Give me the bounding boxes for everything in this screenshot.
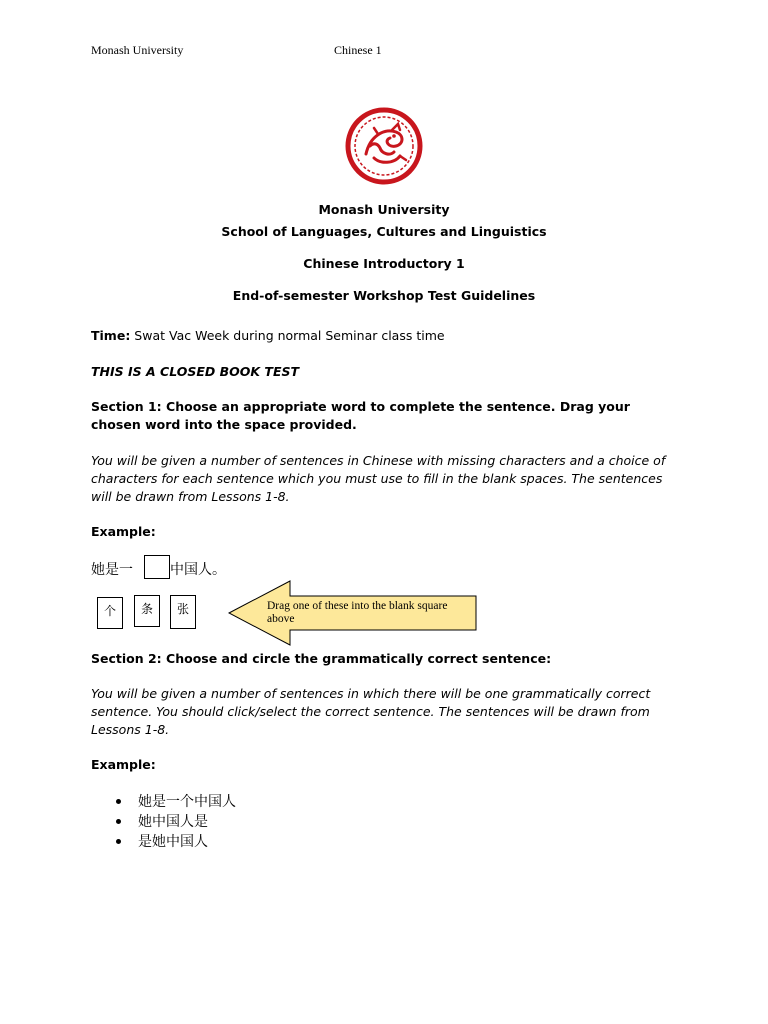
dragon-seal-logo	[344, 106, 424, 186]
bullet-icon	[116, 839, 121, 844]
arrow-note: Drag one of these into the blank square above	[267, 600, 448, 625]
title-school: School of Languages, Cultures and Linguistics	[221, 224, 547, 239]
sentence-option-3[interactable]	[91, 832, 236, 852]
choice-box-3[interactable]: 张	[170, 595, 196, 629]
bullet-icon	[116, 819, 121, 824]
closed-book-notice: THIS IS A CLOSED BOOK TEST	[91, 364, 300, 379]
time-label: Time:	[91, 328, 131, 343]
sentence-option-1[interactable]	[91, 792, 236, 812]
blank-drop-square[interactable]	[144, 555, 170, 579]
choice-box-2[interactable]: 条	[134, 595, 160, 627]
sentence-option-2[interactable]	[91, 812, 236, 832]
choice-box-1[interactable]: 个	[97, 597, 123, 629]
section1-heading: Section 1: Choose an appropriate word to complete the sentence. Drag your chosen word into the space provided.	[91, 399, 630, 432]
title-university: Monash University	[318, 202, 450, 217]
section1-example-label: Example:	[91, 524, 156, 539]
sentence-before: 她是一	[91, 562, 133, 578]
time-line	[91, 327, 671, 345]
section2-heading: Section 2: Choose and circle the grammatically correct sentence:	[91, 651, 552, 666]
bullet-icon	[116, 799, 121, 804]
title-guidelines: End-of-semester Workshop Test Guidelines	[232, 288, 536, 303]
sentence-option-text: 她中国人是	[138, 814, 208, 830]
time-value: Swat Vac Week during normal Seminar class time	[130, 328, 445, 343]
sentence-options-list	[91, 792, 236, 852]
arrow-callout	[228, 580, 478, 646]
header-right: Chinese 1	[334, 43, 382, 57]
sentence-after: 中国人。	[170, 562, 226, 578]
sentence-option-text: 是她中国人	[138, 834, 208, 850]
sentence-option-text: 她是一个中国人	[138, 794, 236, 810]
section2-description: You will be given a number of sentences in which there will be one grammatically correct sentence. You should click/select the correct sentence. The sentences will be drawn from Lessons 1-8.	[91, 686, 651, 737]
header-left: Monash University	[91, 43, 184, 57]
section1-description: You will be given a number of sentences in Chinese with missing characters and a choice of characters for each sentence which you must use to fill in the blank spaces. The sentences will be drawn from Lessons 1-8.	[91, 453, 666, 504]
title-course: Chinese Introductory 1	[303, 256, 465, 271]
section2-example-label: Example:	[91, 757, 156, 772]
